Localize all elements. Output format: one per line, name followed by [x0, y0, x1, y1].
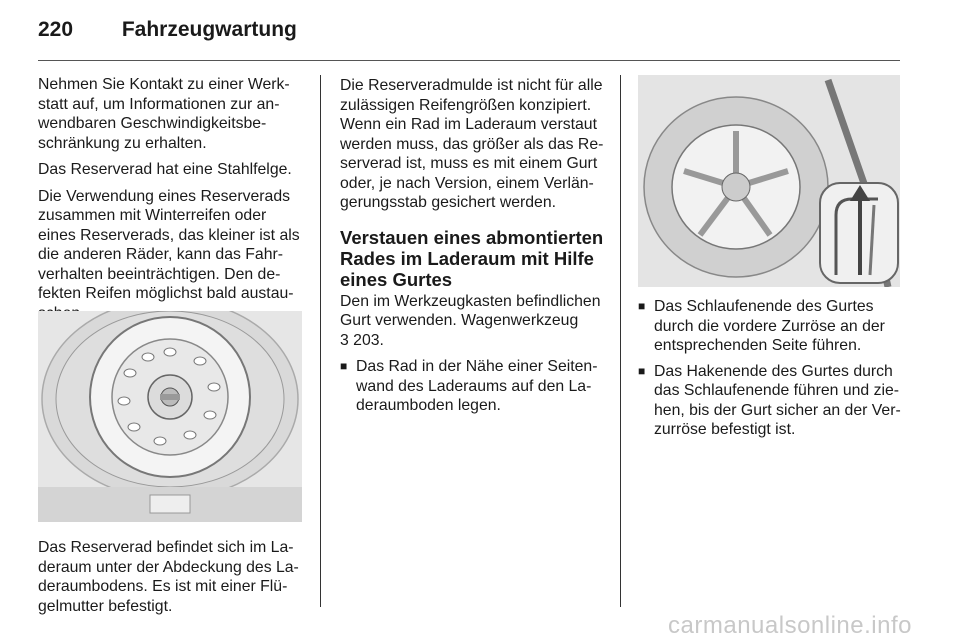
page-title: Fahrzeugwartung — [121, 18, 297, 41]
figure-caption: Das Reserverad befindet sich im La-deraum unter der Abdeckung des La-deraumbodens. Es ist mit einer Flü-gelmutter befestigt. — [38, 539, 299, 615]
page-number: 220 — [38, 18, 74, 41]
paragraph: Die Verwendung eines Reserverads zusammen mit Winterreifen oder eines Reserverads, das kleiner ist als die anderen Räder, kann das Fahr-verhalten beeinträchtigen. Den de-fekten Reifen möglichst bald austau- — [38, 187, 300, 302]
list-item: ■ Das Rad in der Nähe einer Seiten-wand des Laderaums auf den La-deraumboden legen. — [340, 358, 598, 414]
column-1 — [38, 75, 304, 330]
page-reference: 3 203. — [340, 331, 384, 349]
bullet-icon: ■ — [638, 363, 646, 378]
paragraph: Den im Werkzeugkasten befindlichen Gurt verwenden. Wagenwerkzeug — [340, 292, 601, 329]
spare-wheel-illustration — [38, 311, 302, 522]
page-header — [38, 18, 297, 42]
header-rule — [38, 60, 900, 61]
section-heading: Verstauen eines abmontierten Rades im Laderaum mit Hilfe eines Gurtes — [340, 226, 604, 290]
paragraph: Die Reserveradmulde ist nicht für alle zulässigen Reifengrößen konzipiert. Wenn ein Rad im Laderaum verstaut werden muss, das größer als das Re-serverad ist, muss es mit einem Gurt oder, je nach Version, einem Verlän-gerungsstab gesichert werden. — [340, 77, 604, 211]
paragraph: Das Reserverad hat eine Stahlfelge. — [38, 161, 292, 178]
column-divider — [620, 75, 621, 607]
list-item: ■ Das Schlaufenende des Gurtes durch die vordere Zurröse an der entsprechenden Seite führen. — [638, 298, 885, 354]
paragraph: Nehmen Sie Kontakt zu einer Werk-statt auf, um Informationen zur an-wendbaren Geschwindigkeitsbe-schränkung zu erhalten. — [38, 76, 290, 152]
watermark: carmanualsonline.info — [668, 612, 912, 639]
strap-illustration — [638, 75, 900, 287]
bullet-icon: ■ — [340, 359, 348, 373]
column-3-list — [638, 297, 904, 446]
bullet-icon: ■ — [638, 299, 646, 313]
column-divider — [320, 75, 321, 607]
column-2 — [340, 76, 606, 422]
list-item: ■ Das Hakenende des Gurtes durch das Schlaufenende führen und zie-hen, bis der Gurt sicher an der Ver-zurröse befestigt ist. — [638, 362, 901, 438]
